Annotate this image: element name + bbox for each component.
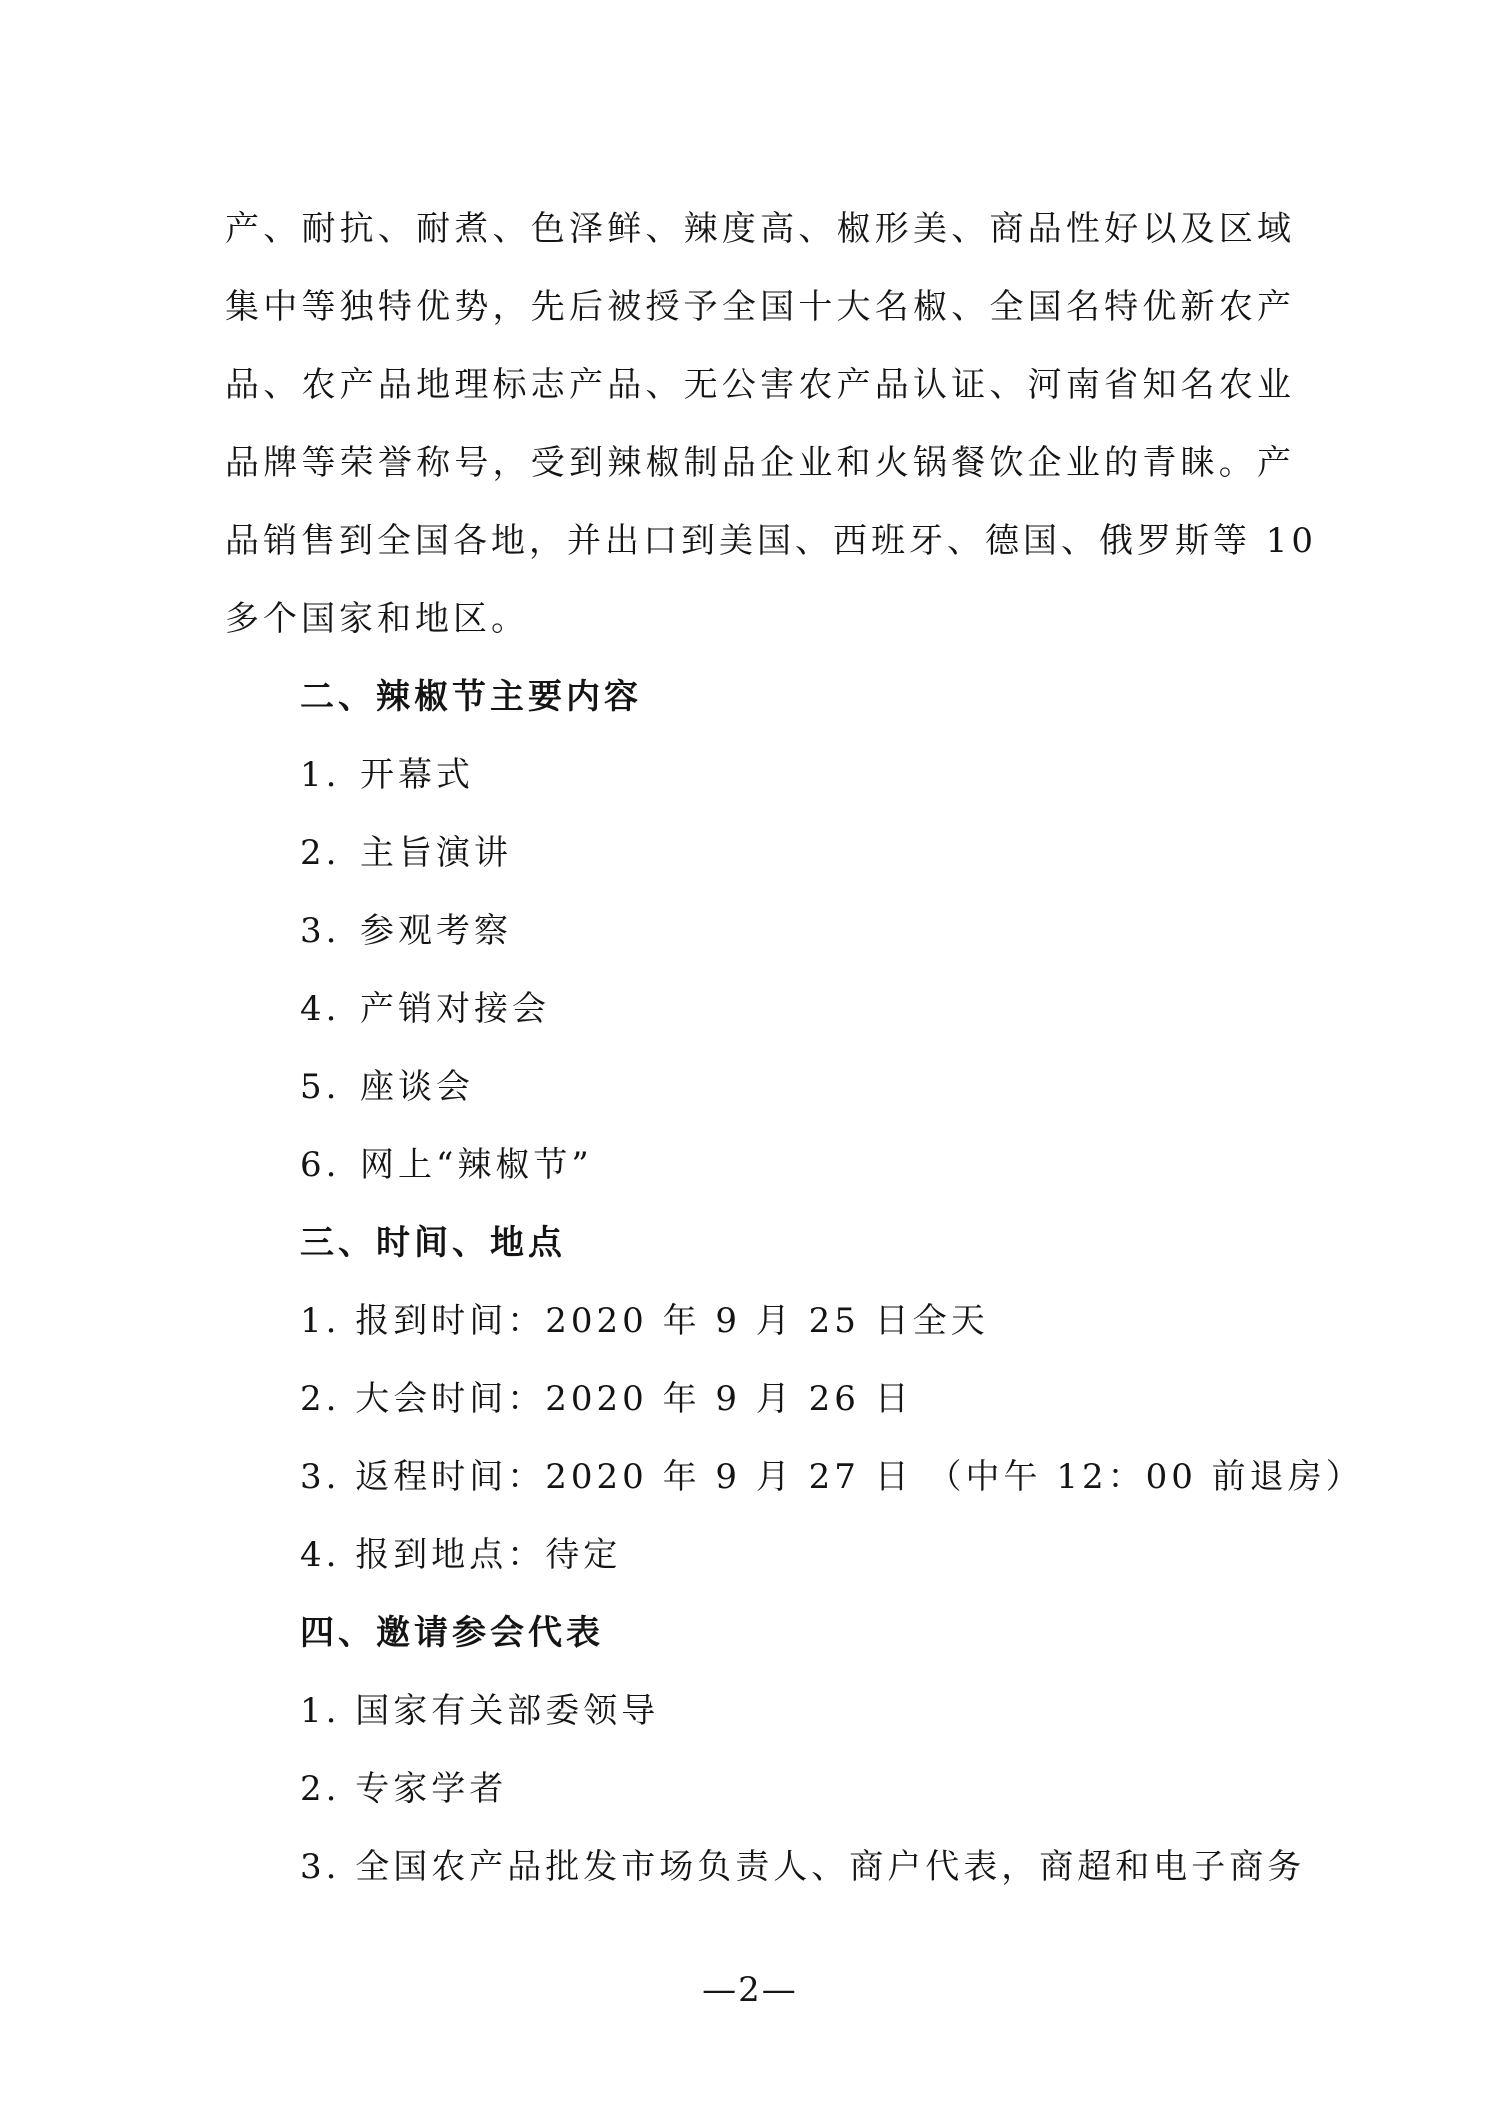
intro-line: 品、农产品地理标志产品、无公害农产品认证、河南省知名农业 [225,365,1295,405]
list-item: 2. 专家学者 [300,1769,508,1809]
section-heading: 二、辣椒节主要内容 [300,677,642,717]
intro-line: 品牌等荣誉称号，受到辣椒制品企业和火锅餐饮企业的青睐。产 [225,443,1295,483]
section-heading: 三、时间、地点 [300,1223,566,1263]
list-item [300,747,474,796]
page-number: —2— [702,1970,798,2010]
intro-line: 产、耐抗、耐煮、色泽鲜、辣度高、椒形美、商品性好以及区域 [225,209,1295,249]
list-item [300,825,512,874]
list-item: 3. 全国农产品批发市场负责人、商户代表，商超和电子商务 [300,1847,1306,1887]
section-heading: 四、邀请参会代表 [300,1613,604,1653]
list-item: 1. 报到时间：2020 年 9 月 25 日全天 [300,1301,989,1341]
intro-line: 多个国家和地区。 [225,599,529,639]
list-item [300,1137,593,1186]
item-text: 主旨演讲 [360,833,512,873]
item-text: 网上“辣椒节” [360,1145,593,1185]
list-item [300,981,550,1030]
item-number: 3. [300,911,341,951]
list-item: 1. 国家有关部委领导 [300,1691,660,1731]
item-number: 6. [300,1145,341,1185]
item-number: 4. [300,989,341,1029]
item-number: 5. [300,1067,341,1107]
list-item: 2. 大会时间：2020 年 9 月 26 日 [300,1379,913,1419]
list-item: 4. 报到地点：待定 [300,1535,622,1575]
item-text: 产销对接会 [360,989,550,1029]
intro-line: 品销售到全国各地，并出口到美国、西班牙、德国、俄罗斯等 10 [225,521,1318,561]
item-number: 2. [300,833,341,873]
item-text: 开幕式 [360,755,474,795]
item-text: 座谈会 [360,1067,474,1107]
list-item: 3. 返程时间：2020 年 9 月 27 日 （中午 12：00 前退房） [300,1457,1364,1497]
item-number: 1. [300,755,341,795]
intro-line: 集中等独特优势，先后被授予全国十大名椒、全国名特优新农产 [225,287,1295,327]
list-item [300,1059,474,1108]
list-item [300,903,512,952]
item-text: 参观考察 [360,911,512,951]
